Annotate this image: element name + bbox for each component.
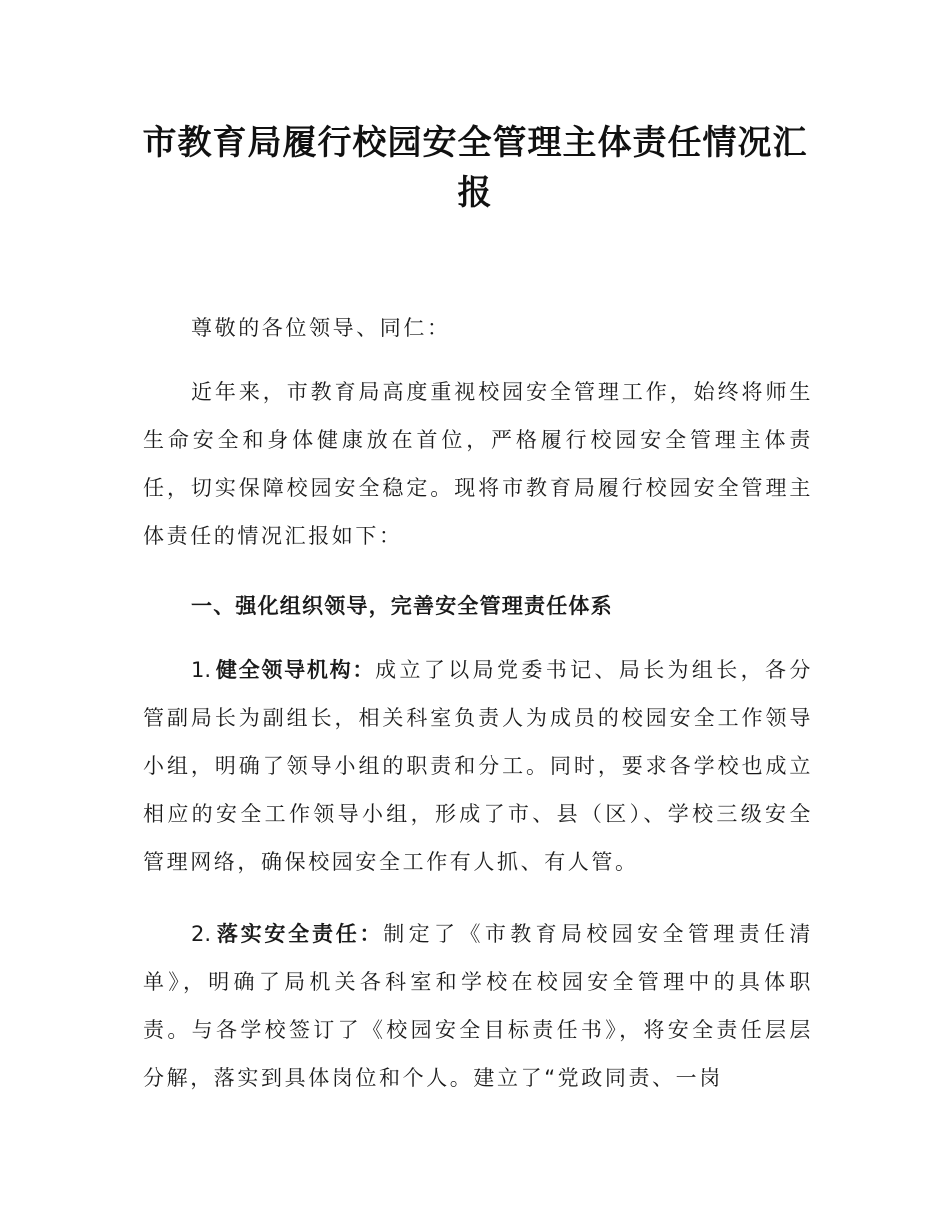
item-number: 1.: [191, 658, 212, 682]
item-title: 健全领导机构：: [215, 658, 376, 682]
list-item: [143, 910, 813, 1102]
document-title: 市教育局履行校园安全管理主体责任情况汇报: [142, 123, 808, 213]
intro-paragraph: 近年来，市教育局高度重视校园安全管理工作，始终将师生生命安全和身体健康放在首位，严格履行校园安全管理主体责任，切实保障校园安全稳定。现将市教育局履行校园安全管理主体责任的情况汇报如下：: [143, 380, 813, 548]
item-title: 落实安全责任：: [215, 922, 384, 946]
item-number: 2.: [191, 922, 212, 946]
list-item: [143, 646, 813, 886]
greeting-paragraph: 尊敬的各位领导、同仁：: [191, 316, 451, 340]
item-text: 制定了《市教育局校园安全管理责任清单》，明确了局机关各科室和学校在校园安全管理中的具体职责。与各学校签订了《校园安全目标责任书》，将安全责任层层分解，落实到具体岗位和个人。建立了“党政同责、一岗: [143, 922, 813, 1090]
item-text: 成立了以局党委书记、局长为组长，各分管副局长为副组长，相关科室负责人为成员的校园安全工作领导小组，明确了领导小组的职责和分工。同时，要求各学校也成立相应的安全工作领导小组，形成了市、县（区）、学校三级安全管理网络，确保校园安全工作有人抓、有人管。: [143, 658, 813, 874]
section-heading: 一、强化组织领导，完善安全管理责任体系: [191, 594, 613, 618]
